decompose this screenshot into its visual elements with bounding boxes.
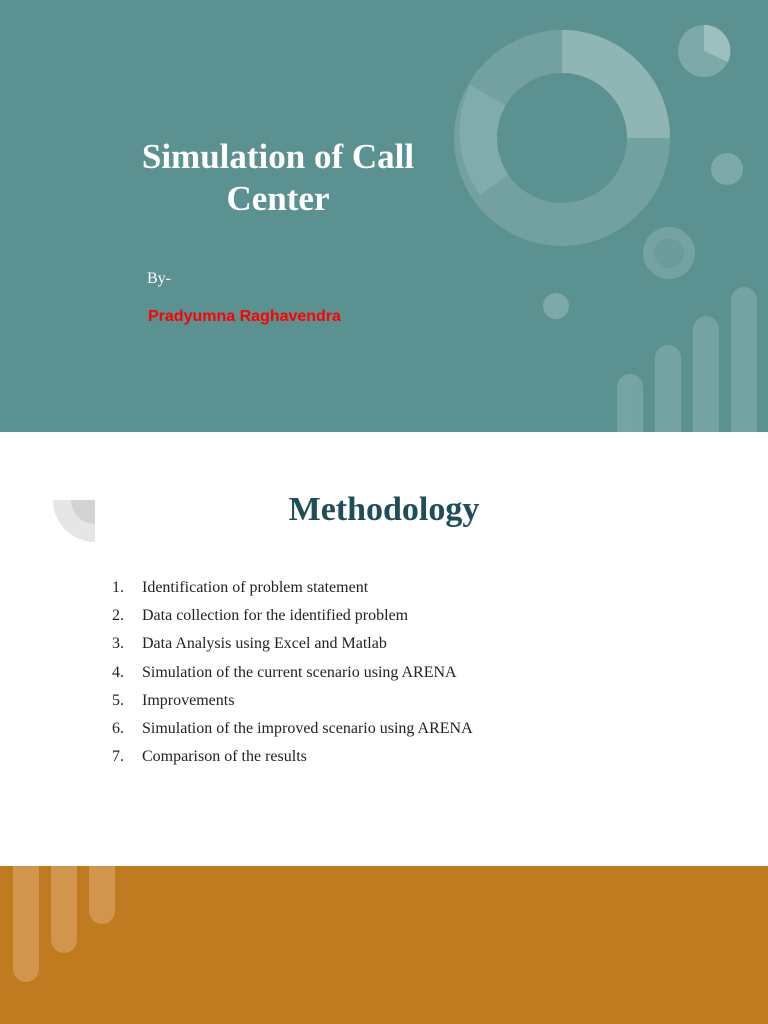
methodology-steps-list — [112, 576, 473, 773]
by-label: By- — [147, 270, 171, 287]
title-slide — [0, 0, 768, 432]
list-item: 6. Simulation of the improved scenario using ARENA — [112, 719, 473, 737]
list-item: 1. Identification of problem statement — [112, 579, 369, 596]
author-name: Pradyumna Raghavendra — [148, 308, 341, 325]
list-item: 3. Data Analysis using Excel and Matlab — [112, 635, 387, 653]
list-item: 5. Improvements — [112, 691, 235, 709]
slide-heading: Methodology — [288, 491, 480, 528]
presentation-title: Simulation of Call Center — [141, 137, 415, 218]
list-item: 7. Comparison of the results — [112, 748, 307, 766]
decorative-bar-graphic — [0, 866, 130, 1024]
next-slide-partial — [0, 866, 768, 1024]
methodology-slide — [0, 432, 768, 866]
list-item: 4. Simulation of the current scenario using ARENA — [112, 663, 457, 681]
list-item: 2. Data collection for the identified problem — [112, 607, 409, 625]
